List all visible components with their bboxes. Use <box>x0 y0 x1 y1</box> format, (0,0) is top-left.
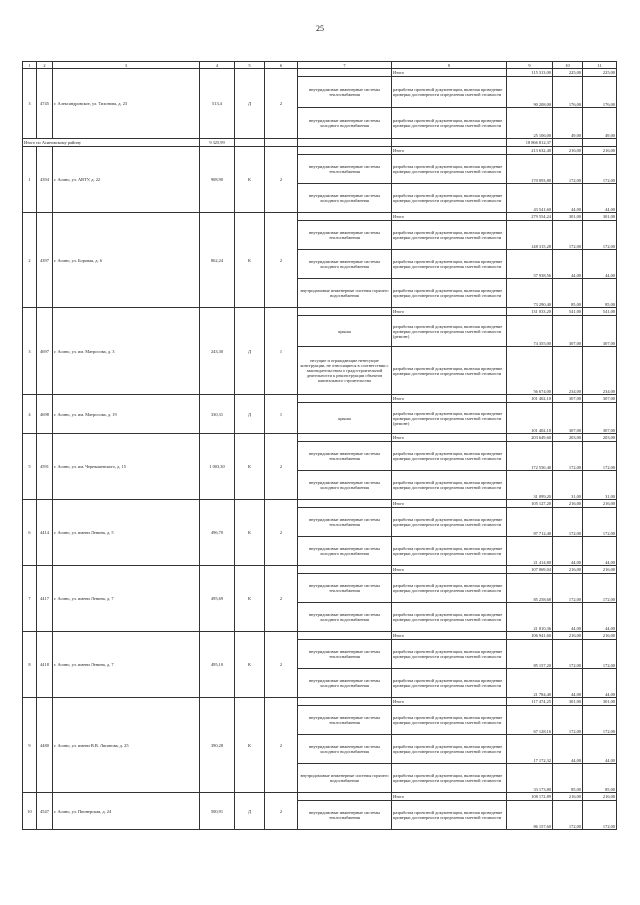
address-cell: г. Асино, ул. им. Чернышевского, д. 15 <box>53 434 200 500</box>
wall-material-cell: К <box>235 698 265 793</box>
limit-cost-cell: 44,00 <box>583 603 617 632</box>
cost-cell: 57 938,56 <box>507 250 553 279</box>
cost-cell: 148 315,28 <box>507 221 553 250</box>
address-cell: г. Асино, ул. им. Матросова, д. 19 <box>53 395 200 434</box>
unit-cost-cell: 172,00 <box>553 706 583 735</box>
column-number-header: 3 <box>53 62 200 69</box>
house-id-cell: 4697 <box>37 308 53 395</box>
cost-cell: 87 712,40 <box>507 508 553 537</box>
area-cell: 500,91 <box>200 793 235 830</box>
area-cell: 243,30 <box>200 308 235 395</box>
cost-cell: 73 290,40 <box>507 279 553 308</box>
total-label-cell: Итого <box>392 395 507 403</box>
unit-cost-cell: 44,00 <box>553 250 583 279</box>
work-type-cell: внутридомовые инженерные системы теплоснабжения <box>298 77 392 108</box>
limit-cost-cell: 85,00 <box>583 764 617 793</box>
work-type-cell: внутридомовые инженерные системы теплоснабжения <box>298 574 392 603</box>
total-label-cell: Итого <box>392 566 507 574</box>
unit-cost-cell: 301,00 <box>553 213 583 221</box>
district-total-label-cell: Итого по Асиновскому району <box>23 139 200 147</box>
column-number-header: 4 <box>200 62 235 69</box>
unit-cost-cell: 234,00 <box>553 347 583 395</box>
column-number-header: 11 <box>583 62 617 69</box>
unit-cost-cell: 44,00 <box>553 735 583 764</box>
cost-cell: 33 173,80 <box>507 764 553 793</box>
limit-cost-cell: 172,00 <box>583 442 617 471</box>
work-description-cell: разработка проектной документации, включая проведение проверки достоверности определения сметной стоимости <box>392 735 507 764</box>
cost-cell: 56 674,00 <box>507 347 553 395</box>
unit-cost-cell: 85,00 <box>553 764 583 793</box>
unit-cost-cell: 216,00 <box>553 500 583 508</box>
cost-cell: 105 127,20 <box>507 500 553 508</box>
limit-cost-cell: 203,00 <box>583 434 617 442</box>
limit-cost-cell: 172,00 <box>583 801 617 830</box>
limit-cost-cell: 31,00 <box>583 471 617 500</box>
limit-cost-cell: 172,00 <box>583 640 617 669</box>
work-type-cell <box>298 434 392 442</box>
work-description-cell: разработка проектной документации, включая проведение проверки достоверности определения сметной стоимости <box>392 155 507 184</box>
unit-cost-cell: 225,00 <box>553 69 583 77</box>
wall-material-cell: К <box>235 566 265 632</box>
work-type-cell <box>298 566 392 574</box>
column-number-header: 1 <box>23 62 37 69</box>
wall-material-cell: К <box>235 632 265 698</box>
total-row <box>23 69 617 77</box>
total-row <box>23 434 617 442</box>
limit-cost-cell: 307,00 <box>583 395 617 403</box>
work-description-cell: разработка проектной документации, включая проведение проверки достоверности определения сметной стоимости <box>392 537 507 566</box>
cost-cell: 43 541,60 <box>507 184 553 213</box>
work-type-cell: внутридомовые инженерные системы теплоснабжения <box>298 221 392 250</box>
unit-cost-cell: 172,00 <box>553 640 583 669</box>
floors-cell: 2 <box>265 434 298 500</box>
unit-cost-cell: 541,00 <box>553 308 583 316</box>
work-type-cell: крыша <box>298 403 392 434</box>
cost-cell: 90 208,00 <box>507 77 553 108</box>
work-type-cell: внутридомовые инженерные системы холодного водоснабжения <box>298 471 392 500</box>
unit-cost-cell: 307,00 <box>553 395 583 403</box>
address-cell: г. Асино, ул. им. Матросова, д. 3 <box>53 308 200 395</box>
unit-cost-cell: 85,00 <box>553 279 583 308</box>
total-row <box>23 213 617 221</box>
limit-cost-cell: 176,00 <box>583 77 617 108</box>
unit-cost-cell: 31,00 <box>553 471 583 500</box>
unit-cost-cell: 216,00 <box>553 632 583 640</box>
cost-cell: 213 632,40 <box>507 147 553 155</box>
limit-cost-cell: 44,00 <box>583 537 617 566</box>
limit-cost-cell: 49,00 <box>583 108 617 139</box>
unit-cost-cell: 216,00 <box>553 793 583 801</box>
work-type-cell <box>298 213 392 221</box>
wall-material-cell: Д <box>235 69 265 139</box>
address-cell: г. Асино, ул. Боровая, д. 6 <box>53 213 200 308</box>
house-id-cell: 4394 <box>37 147 53 213</box>
total-label-cell: Итого <box>392 308 507 316</box>
total-label-cell: Итого <box>392 698 507 706</box>
total-label-cell: Итого <box>392 434 507 442</box>
limit-cost-cell: 172,00 <box>583 155 617 184</box>
work-description-cell: разработка проектной документации, включая проведение проверки достоверности определения сметной стоимости <box>392 603 507 632</box>
work-description-cell: разработка проектной документации, включая проведение проверки достоверности определения сметной стоимости (ремонт) <box>392 316 507 347</box>
work-type-cell: внутридомовые инженерные системы теплоснабжения <box>298 640 392 669</box>
limit-cost-cell <box>583 139 617 147</box>
limit-cost-cell: 216,00 <box>583 793 617 801</box>
cost-cell: 85 258,68 <box>507 574 553 603</box>
wall-material-cell: Д <box>235 395 265 434</box>
limit-cost-cell: 216,00 <box>583 566 617 574</box>
total-label-cell: Итого <box>392 793 507 801</box>
cost-cell: 101 402,10 <box>507 395 553 403</box>
floors-cell: 2 <box>265 698 298 793</box>
cost-cell: 25 106,00 <box>507 108 553 139</box>
empty-cell <box>298 139 392 147</box>
wall-material-cell: Д <box>235 308 265 395</box>
house-number-cell: 4 <box>23 395 37 434</box>
total-row <box>23 308 617 316</box>
work-type-cell <box>298 308 392 316</box>
wall-material-cell: К <box>235 500 265 566</box>
house-number-cell: 3 <box>23 308 37 395</box>
limit-cost-cell: 172,00 <box>583 221 617 250</box>
wall-material-cell: Д <box>235 793 265 830</box>
cost-cell: 131 033,20 <box>507 308 553 316</box>
work-type-cell <box>298 632 392 640</box>
work-type-cell: внутридомовые инженерные системы холодного водоснабжения <box>298 735 392 764</box>
floors-cell: 2 <box>265 213 298 308</box>
district-area-cell: 9 325,99 <box>200 139 235 147</box>
unit-cost-cell: 44,00 <box>553 669 583 698</box>
unit-cost-cell: 172,00 <box>553 155 583 184</box>
house-id-cell: 4397 <box>37 213 53 308</box>
address-cell: г. Александровское, ул. Тихонова, д. 23 <box>53 69 200 139</box>
cost-cell: 172 550,40 <box>507 442 553 471</box>
work-description-cell: разработка проектной документации, включая проведение проверки достоверности определения сметной стоимости <box>392 801 507 830</box>
house-number-cell: 2 <box>23 213 37 308</box>
capital-repair-table <box>22 61 617 830</box>
floors-cell: 2 <box>265 500 298 566</box>
total-label-cell: Итого <box>392 632 507 640</box>
house-id-cell: 4698 <box>37 395 53 434</box>
area-cell: 330,31 <box>200 395 235 434</box>
cost-cell: 115 313,00 <box>507 69 553 77</box>
column-number-header: 6 <box>265 62 298 69</box>
area-cell: 862,24 <box>200 213 235 308</box>
limit-cost-cell: 44,00 <box>583 250 617 279</box>
work-type-cell: внутридомовые инженерные системы холодного водоснабжения <box>298 184 392 213</box>
unit-cost-cell: 172,00 <box>553 801 583 830</box>
cost-cell: 108 172,89 <box>507 793 553 801</box>
column-number-header: 5 <box>235 62 265 69</box>
area-cell: 1 003,30 <box>200 434 235 500</box>
area-cell: 390,28 <box>200 698 235 793</box>
total-row <box>23 698 617 706</box>
work-description-cell: разработка проектной документации, включая проведение проверки достоверности определения сметной стоимости <box>392 442 507 471</box>
area-cell: 496,70 <box>200 500 235 566</box>
work-type-cell: внутридомовые инженерные системы теплоснабжения <box>298 508 392 537</box>
floors-cell: 2 <box>265 566 298 632</box>
wall-material-cell: К <box>235 213 265 308</box>
unit-cost-cell: 49,00 <box>553 108 583 139</box>
cost-cell: 101 402,10 <box>507 403 553 434</box>
work-description-cell: разработка проектной документации, включая проведение проверки достоверности определения сметной стоимости <box>392 471 507 500</box>
work-type-cell <box>298 147 392 155</box>
unit-cost-cell: 307,00 <box>553 403 583 434</box>
limit-cost-cell: 172,00 <box>583 574 617 603</box>
total-row <box>23 632 617 640</box>
work-type-cell <box>298 69 392 77</box>
work-type-cell: крыша <box>298 316 392 347</box>
unit-cost-cell: 172,00 <box>553 221 583 250</box>
cost-cell: 117 474,25 <box>507 698 553 706</box>
wall-material-cell: К <box>235 434 265 500</box>
area-cell: 908,90 <box>200 147 235 213</box>
limit-cost-cell: 301,00 <box>583 698 617 706</box>
unit-cost-cell: 44,00 <box>553 603 583 632</box>
floors-cell: 2 <box>265 793 298 830</box>
address-cell: г. Асино, ул. имени Ленина, д. 5 <box>53 500 200 566</box>
floors-cell: 2 <box>265 69 298 139</box>
unit-cost-cell: 307,00 <box>553 316 583 347</box>
work-description-cell: разработка проектной документации, включая проведение проверки достоверности определения сметной стоимости <box>392 77 507 108</box>
house-id-cell: 4547 <box>37 793 53 830</box>
district-total-row <box>23 139 617 147</box>
unit-cost-cell: 172,00 <box>553 574 583 603</box>
work-description-cell: разработка проектной документации, включая проведение проверки достоверности определения сметной стоимости <box>392 108 507 139</box>
work-type-cell <box>298 500 392 508</box>
cost-cell: 74 355,00 <box>507 316 553 347</box>
empty-cell <box>265 139 298 147</box>
empty-cell <box>392 139 507 147</box>
column-number-header: 9 <box>507 62 553 69</box>
total-row <box>23 566 617 574</box>
total-label-cell: Итого <box>392 147 507 155</box>
work-description-cell: разработка проектной документации, включая проведение проверки достоверности определения сметной стоимости <box>392 184 507 213</box>
limit-cost-cell: 216,00 <box>583 632 617 640</box>
limit-cost-cell: 216,00 <box>583 147 617 155</box>
work-description-cell: разработка проектной документации, включая проведение проверки достоверности определения сметной стоимости <box>392 347 507 395</box>
floors-cell: 1 <box>265 395 298 434</box>
unit-cost-cell: 172,00 <box>553 508 583 537</box>
limit-cost-cell: 172,00 <box>583 706 617 735</box>
work-description-cell: разработка проектной документации, включая проведение проверки достоверности определения сметной стоимости <box>392 221 507 250</box>
floors-cell: 2 <box>265 632 298 698</box>
page-number: 25 <box>316 24 324 33</box>
floors-cell: 2 <box>265 147 298 213</box>
cost-cell: 21 784,40 <box>507 669 553 698</box>
wall-material-cell: К <box>235 147 265 213</box>
cost-cell: 170 093,80 <box>507 155 553 184</box>
address-cell: г. Асино, ул. имени В.В. Липатова, д. 25 <box>53 698 200 793</box>
column-number-header: 10 <box>553 62 583 69</box>
column-number-header: 8 <box>392 62 507 69</box>
house-id-cell: 4480 <box>37 698 53 793</box>
house-number-cell: 5 <box>23 434 37 500</box>
house-number-cell: 7 <box>23 566 37 632</box>
house-id-cell: 4591 <box>37 434 53 500</box>
total-row <box>23 500 617 508</box>
house-number-cell: 1 <box>23 147 37 213</box>
work-type-cell: внутридомовые инженерные системы горячего водоснабжения <box>298 764 392 793</box>
limit-cost-cell: 301,00 <box>583 213 617 221</box>
work-type-cell: внутридомовые инженерные системы холодного водоснабжения <box>298 669 392 698</box>
limit-cost-cell: 44,00 <box>583 184 617 213</box>
column-number-header: 2 <box>37 62 53 69</box>
limit-cost-cell: 225,00 <box>583 69 617 77</box>
work-type-cell: внутридомовые инженерные системы горячего водоснабжения <box>298 279 392 308</box>
work-type-cell: внутридомовые инженерные системы теплоснабжения <box>298 801 392 830</box>
empty-cell <box>235 139 265 147</box>
total-label-cell: Итого <box>392 500 507 508</box>
address-cell: г. Асино, ул. имени Ленина, д. 7 <box>53 566 200 632</box>
unit-cost-cell: 176,00 <box>553 77 583 108</box>
house-number-cell: 8 <box>23 632 37 698</box>
house-number-cell: 9 <box>23 698 37 793</box>
cost-cell: 17 172,32 <box>507 735 553 764</box>
work-type-cell <box>298 698 392 706</box>
total-row <box>23 395 617 403</box>
cost-cell: 21 414,80 <box>507 537 553 566</box>
total-row <box>23 147 617 155</box>
cost-cell: 67 128,16 <box>507 706 553 735</box>
address-cell: г. Асино, ул. Пионерская, д. 24 <box>53 793 200 830</box>
area-cell: 495,69 <box>200 566 235 632</box>
work-type-cell: внутридомовые инженерные системы холодного водоснабжения <box>298 108 392 139</box>
work-description-cell: разработка проектной документации, включая проведение проверки достоверности определения сметной стоимости <box>392 706 507 735</box>
work-description-cell: разработка проектной документации, включая проведение проверки достоверности определения сметной стоимости <box>392 640 507 669</box>
work-type-cell: внутридомовые инженерные системы теплоснабжения <box>298 442 392 471</box>
limit-cost-cell: 44,00 <box>583 735 617 764</box>
address-cell: г. Асино, ул. АВТУ, д. 22 <box>53 147 200 213</box>
work-type-cell <box>298 395 392 403</box>
unit-cost-cell: 203,00 <box>553 434 583 442</box>
house-id-cell: 4414 <box>37 500 53 566</box>
unit-cost-cell: 216,00 <box>553 147 583 155</box>
cost-cell: 31 099,20 <box>507 471 553 500</box>
cost-cell: 86 157,60 <box>507 801 553 830</box>
house-id-cell: 4745 <box>37 69 53 139</box>
cost-cell: 85 157,20 <box>507 640 553 669</box>
work-description-cell: разработка проектной документации, включая проведение проверки достоверности определения сметной стоимости <box>392 764 507 793</box>
cost-cell: 203 649,60 <box>507 434 553 442</box>
limit-cost-cell: 172,00 <box>583 508 617 537</box>
area-cell: 495,10 <box>200 632 235 698</box>
limit-cost-cell: 541,00 <box>583 308 617 316</box>
work-type-cell: внутридомовые инженерные системы холодного водоснабжения <box>298 250 392 279</box>
cost-cell: 279 554,24 <box>507 213 553 221</box>
unit-cost-cell: 44,00 <box>553 184 583 213</box>
limit-cost-cell: 307,00 <box>583 403 617 434</box>
work-type-cell: внутридомовые инженерные системы теплоснабжения <box>298 706 392 735</box>
work-description-cell: разработка проектной документации, включая проведение проверки достоверности определения сметной стоимости <box>392 250 507 279</box>
total-row <box>23 793 617 801</box>
limit-cost-cell: 85,00 <box>583 279 617 308</box>
unit-cost-cell: 172,00 <box>553 442 583 471</box>
house-number-cell: 10 <box>23 793 37 830</box>
work-type-cell: внутридомовые инженерные системы теплоснабжения <box>298 155 392 184</box>
work-type-cell: внутридомовые инженерные системы холодного водоснабжения <box>298 603 392 632</box>
house-number-cell: 6 <box>23 500 37 566</box>
work-description-cell: разработка проектной документации, включая проведение проверки достоверности определения сметной стоимости (ремонт) <box>392 403 507 434</box>
limit-cost-cell: 307,00 <box>583 316 617 347</box>
column-number-header: 7 <box>298 62 392 69</box>
area-cell: 513,4 <box>200 69 235 139</box>
work-type-cell: несущие и ограждающие ненесущие конструкции, не относящиеся в соответствии с законодательством о градостроительной деятельности к реконструкции объектов капитального строительства <box>298 347 392 395</box>
cost-cell: 106 941,60 <box>507 632 553 640</box>
unit-cost-cell: 216,00 <box>553 566 583 574</box>
work-description-cell: разработка проектной документации, включая проведение проверки достоверности определения сметной стоимости <box>392 574 507 603</box>
cost-cell: 18 866 812,37 <box>507 139 553 147</box>
floors-cell: 1 <box>265 308 298 395</box>
work-description-cell: разработка проектной документации, включая проведение проверки достоверности определения сметной стоимости <box>392 508 507 537</box>
unit-cost-cell: 301,00 <box>553 698 583 706</box>
unit-cost-cell <box>553 139 583 147</box>
house-number-cell: 3 <box>23 69 37 139</box>
work-type-cell: внутридомовые инженерные системы холодного водоснабжения <box>298 537 392 566</box>
house-id-cell: 4418 <box>37 632 53 698</box>
work-description-cell: разработка проектной документации, включая проведение проверки достоверности определения сметной стоимости <box>392 279 507 308</box>
limit-cost-cell: 216,00 <box>583 500 617 508</box>
total-label-cell: Итого <box>392 213 507 221</box>
work-description-cell: разработка проектной документации, включая проведение проверки достоверности определения сметной стоимости <box>392 669 507 698</box>
cost-cell: 21 810,36 <box>507 603 553 632</box>
work-type-cell <box>298 793 392 801</box>
total-label-cell: Итого <box>392 69 507 77</box>
limit-cost-cell: 44,00 <box>583 669 617 698</box>
unit-cost-cell: 44,00 <box>553 537 583 566</box>
cost-cell: 107 069,04 <box>507 566 553 574</box>
column-number-row <box>23 62 617 69</box>
limit-cost-cell: 234,00 <box>583 347 617 395</box>
address-cell: г. Асино, ул. имени Ленина, д. 7 <box>53 632 200 698</box>
house-id-cell: 4417 <box>37 566 53 632</box>
